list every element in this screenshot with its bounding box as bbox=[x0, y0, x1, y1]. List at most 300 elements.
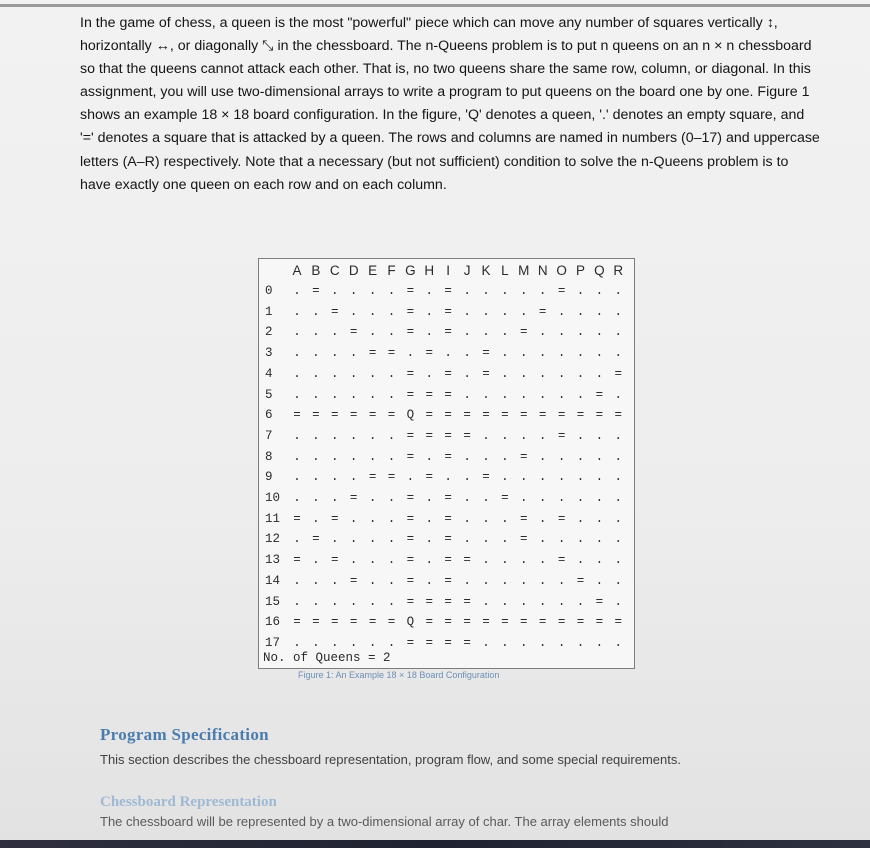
board-cell: . bbox=[312, 304, 320, 319]
board-cell: . bbox=[331, 387, 339, 402]
board-cell: . bbox=[520, 428, 528, 443]
board-cell: . bbox=[331, 573, 339, 588]
column-label: B bbox=[311, 263, 321, 278]
column-label: J bbox=[463, 263, 471, 278]
board-cell: . bbox=[538, 346, 547, 361]
board-cell: . bbox=[425, 325, 434, 340]
board-cell: . bbox=[444, 346, 452, 361]
board-cell: = bbox=[463, 615, 471, 630]
board-cell: = bbox=[406, 553, 415, 568]
board-cell: . bbox=[501, 511, 509, 526]
board-row bbox=[263, 512, 633, 532]
board-cell: = bbox=[520, 532, 528, 547]
board-cell: . bbox=[595, 346, 604, 361]
board-cell: . bbox=[538, 387, 547, 402]
board-cell: = bbox=[425, 635, 434, 650]
board-cell: = bbox=[425, 594, 434, 609]
board-cell: . bbox=[425, 532, 434, 547]
board-cell: = bbox=[406, 428, 415, 443]
board-cell: = bbox=[293, 553, 301, 568]
board-cell: = bbox=[425, 346, 434, 361]
board-cell: . bbox=[614, 573, 623, 588]
board-cell: . bbox=[425, 491, 434, 505]
board-cell: = bbox=[482, 366, 490, 381]
board-cell: = bbox=[425, 428, 434, 443]
board-cell: = bbox=[595, 387, 604, 402]
board-cell: = bbox=[425, 470, 434, 485]
board-row bbox=[263, 553, 633, 573]
column-label: R bbox=[613, 263, 624, 278]
board-cell: = bbox=[349, 615, 358, 630]
board-cell: . bbox=[463, 449, 471, 464]
board-cell: . bbox=[463, 573, 471, 588]
column-label: E bbox=[368, 263, 378, 278]
board-cell: . bbox=[349, 449, 358, 464]
board-cell: . bbox=[463, 304, 471, 319]
board-cell: = bbox=[406, 449, 415, 464]
board-cell: . bbox=[463, 346, 471, 361]
board-row bbox=[263, 532, 633, 552]
board-cell: = bbox=[349, 325, 358, 340]
board-cell: . bbox=[331, 284, 339, 298]
board-cell: = bbox=[538, 615, 547, 630]
board-cell: = bbox=[444, 428, 452, 443]
board-cell: = bbox=[576, 408, 585, 423]
row-label: 1 bbox=[265, 304, 273, 319]
board-row bbox=[263, 305, 633, 325]
board-cell: . bbox=[463, 366, 471, 381]
board-row bbox=[263, 429, 633, 449]
board-cell: . bbox=[463, 284, 471, 298]
board-cell: . bbox=[557, 470, 566, 485]
board-cell: . bbox=[576, 304, 585, 319]
board-cell: = bbox=[538, 408, 547, 423]
board-cell: . bbox=[312, 635, 320, 650]
board-cell: = bbox=[576, 573, 585, 588]
board-cell: = bbox=[482, 470, 490, 485]
board-cell: = bbox=[406, 284, 415, 298]
board-cell: = bbox=[368, 408, 377, 423]
board-cell: . bbox=[520, 346, 528, 361]
board-cell: . bbox=[595, 511, 604, 526]
board-row bbox=[263, 388, 633, 408]
board-cell: . bbox=[312, 553, 320, 568]
board-cell: . bbox=[293, 304, 301, 319]
board-cell: . bbox=[557, 573, 566, 588]
board-cell: . bbox=[368, 635, 377, 650]
board-cell: . bbox=[425, 449, 434, 464]
board-figure bbox=[258, 258, 635, 669]
board-cell: = bbox=[463, 594, 471, 609]
board-cell: . bbox=[312, 594, 320, 609]
board-cell: . bbox=[557, 325, 566, 340]
monitor-bezel bbox=[0, 840, 870, 848]
board-cell: = bbox=[406, 491, 415, 505]
board-cell: . bbox=[614, 284, 623, 298]
board-cell: . bbox=[501, 284, 509, 298]
intro-paragraph bbox=[80, 12, 820, 197]
board-cell: . bbox=[538, 573, 547, 588]
board-cell: . bbox=[331, 366, 339, 381]
board-cell: . bbox=[595, 553, 604, 568]
board-cell: . bbox=[501, 449, 509, 464]
board-cell: . bbox=[387, 304, 396, 319]
board-cell: = bbox=[444, 532, 452, 547]
column-label: P bbox=[575, 263, 585, 278]
board-cell: . bbox=[557, 532, 566, 547]
board-cell: = bbox=[293, 615, 301, 630]
board-cell: . bbox=[331, 491, 339, 505]
board-cell: . bbox=[614, 594, 623, 609]
figure-caption: Figure 1: An Example 18 × 18 Board Configuration bbox=[298, 670, 500, 680]
board-cell: . bbox=[557, 449, 566, 464]
board-cell: . bbox=[406, 470, 415, 485]
board-cell: . bbox=[463, 511, 471, 526]
board-row bbox=[263, 346, 633, 366]
board-cell: = bbox=[444, 635, 452, 650]
board-cell: . bbox=[482, 532, 490, 547]
board-cell: = bbox=[406, 532, 415, 547]
board-cell: . bbox=[293, 325, 301, 340]
board-cell: . bbox=[520, 284, 528, 298]
board-cell: = bbox=[444, 594, 452, 609]
board-cell: = bbox=[368, 470, 377, 485]
row-label: 12 bbox=[265, 532, 281, 547]
row-label: 5 bbox=[265, 387, 273, 402]
board-cell: . bbox=[520, 635, 528, 650]
board-cell: . bbox=[368, 366, 377, 381]
board-cell: . bbox=[557, 346, 566, 361]
board-cell: . bbox=[614, 449, 623, 464]
board-cell: . bbox=[425, 304, 434, 319]
board-cell: . bbox=[501, 304, 509, 319]
board-cell: . bbox=[576, 491, 585, 505]
row-label: 2 bbox=[265, 325, 273, 340]
board-cell: . bbox=[538, 491, 547, 505]
board-cell: . bbox=[576, 553, 585, 568]
board-cell: = bbox=[444, 325, 452, 340]
board-cell: = bbox=[425, 408, 434, 423]
board-cell: . bbox=[331, 470, 339, 485]
board-cell: . bbox=[520, 553, 528, 568]
board-cell: = bbox=[557, 615, 566, 630]
board-cell: . bbox=[520, 387, 528, 402]
board-cell: . bbox=[387, 325, 396, 340]
board-cell: . bbox=[595, 366, 604, 381]
board-cell: = bbox=[312, 284, 320, 298]
row-label: 9 bbox=[265, 470, 273, 485]
board-cell: = bbox=[444, 304, 452, 319]
board-cell: . bbox=[557, 635, 566, 650]
board-cell: . bbox=[614, 428, 623, 443]
board-row bbox=[263, 408, 633, 428]
intro-text: In the game of chess, a queen is the most "powerful" piece which can move any number of squares vertically ↕, horizontally ↔, or diagonally ⤡ in the chessboard. The n-Queens problem is to put n queens on an n × n chessboard so that the queens cannot attack each other. That is, no two queens share the same row, column, or diagonal. In this assignment, you will use two-dimensional arrays to write a program to put queens on the board one by one. Figure 1 shows an example 18 × 18 board configuration. In the figure, 'Q' denotes a queen, '.' denotes an empty square, and '=' denotes a square that is attacked by a queen. The rows and columns are named in numbers (0–17) and uppercase letters (A–R) respectively. Note that a necessary (but not sufficient) condition to solve the n-Queens problem is to have exactly one queen on each row and on each column. bbox=[80, 15, 820, 193]
board-cell: . bbox=[538, 553, 547, 568]
board-cell: = bbox=[312, 408, 320, 423]
board-cell: . bbox=[520, 470, 528, 485]
board-cell: . bbox=[293, 449, 301, 464]
board-cell: . bbox=[387, 366, 396, 381]
board-cell: . bbox=[293, 470, 301, 485]
board-cell: = bbox=[463, 635, 471, 650]
board-cell: . bbox=[501, 387, 509, 402]
board-cell: . bbox=[538, 594, 547, 609]
board-cell: = bbox=[368, 615, 377, 630]
board-cell: . bbox=[538, 470, 547, 485]
board-cell: . bbox=[463, 491, 471, 505]
board-cell: . bbox=[331, 346, 339, 361]
board-cell: . bbox=[595, 470, 604, 485]
board-cell: . bbox=[576, 635, 585, 650]
board-cell: . bbox=[538, 635, 547, 650]
board-cell: . bbox=[576, 325, 585, 340]
board-cell: . bbox=[576, 428, 585, 443]
board-cell: . bbox=[293, 387, 301, 402]
board-cell: . bbox=[387, 594, 396, 609]
board-cell: . bbox=[293, 284, 301, 298]
board-cell: = bbox=[406, 366, 415, 381]
board-cell: . bbox=[614, 387, 623, 402]
column-label: O bbox=[556, 263, 567, 278]
board-cell: = bbox=[387, 408, 396, 423]
queen-count: No. of Queens = 2 bbox=[263, 651, 391, 665]
board-cell: = bbox=[331, 615, 339, 630]
board-cell: . bbox=[538, 284, 547, 298]
board-cell: . bbox=[387, 511, 396, 526]
board-cell: = bbox=[482, 346, 490, 361]
board-cell: = bbox=[501, 408, 509, 423]
board-row bbox=[263, 595, 633, 615]
column-label: L bbox=[501, 263, 509, 278]
board-cell: . bbox=[520, 594, 528, 609]
board-row bbox=[263, 615, 633, 635]
subsection-description: The chessboard will be represented by a two-dimensional array of char. The array elements should bbox=[100, 814, 669, 829]
board-cell: . bbox=[425, 284, 434, 298]
queen-cell: Q bbox=[406, 408, 415, 423]
column-label: I bbox=[446, 263, 451, 278]
board-cell: = bbox=[501, 491, 509, 505]
board-cell: . bbox=[595, 325, 604, 340]
board-cell: . bbox=[614, 304, 623, 319]
board-cell: . bbox=[501, 573, 509, 588]
board-cell: = bbox=[595, 408, 604, 423]
board-cell: . bbox=[312, 491, 320, 505]
board-row bbox=[263, 470, 633, 490]
board-cell: . bbox=[557, 304, 566, 319]
board-cell: . bbox=[331, 449, 339, 464]
column-label: K bbox=[481, 263, 491, 278]
column-label: D bbox=[348, 263, 359, 278]
board-cell: . bbox=[595, 284, 604, 298]
board-cell: . bbox=[614, 491, 623, 505]
board-cell: . bbox=[387, 573, 396, 588]
board-cell: = bbox=[614, 366, 623, 381]
board-cell: . bbox=[501, 346, 509, 361]
row-label: 11 bbox=[265, 511, 281, 526]
row-label: 10 bbox=[265, 491, 281, 505]
board-cell: = bbox=[312, 532, 320, 547]
board-cell: = bbox=[463, 428, 471, 443]
board-row bbox=[263, 450, 633, 470]
subsection-title: Chessboard Representation bbox=[100, 794, 277, 810]
board-cell: = bbox=[368, 346, 377, 361]
board-cell: = bbox=[349, 408, 358, 423]
board-cell: . bbox=[349, 366, 358, 381]
board-cell: . bbox=[349, 428, 358, 443]
board-cell: . bbox=[312, 470, 320, 485]
board-cell: = bbox=[520, 408, 528, 423]
board-cell: . bbox=[312, 428, 320, 443]
board-cell: = bbox=[482, 408, 490, 423]
board-cell: = bbox=[331, 408, 339, 423]
board-cell: = bbox=[331, 304, 339, 319]
board-cell: . bbox=[595, 491, 604, 505]
board-cell: . bbox=[538, 325, 547, 340]
board-cell: . bbox=[331, 325, 339, 340]
board-cell: = bbox=[444, 284, 452, 298]
row-label: 16 bbox=[265, 615, 281, 630]
board-cell: . bbox=[349, 387, 358, 402]
board-cell: = bbox=[331, 553, 339, 568]
board-row bbox=[263, 284, 633, 304]
board-cell: . bbox=[349, 594, 358, 609]
board-cell: = bbox=[387, 470, 396, 485]
board-cell: . bbox=[576, 470, 585, 485]
board-cell: . bbox=[368, 449, 377, 464]
board-cell: . bbox=[576, 387, 585, 402]
board-cell: . bbox=[444, 470, 452, 485]
board-cell: . bbox=[349, 470, 358, 485]
row-label: 17 bbox=[265, 635, 281, 650]
column-label: F bbox=[387, 263, 396, 278]
board-cell: = bbox=[520, 615, 528, 630]
board-cell: = bbox=[614, 615, 623, 630]
board-cell: . bbox=[614, 346, 623, 361]
board-cell: = bbox=[425, 387, 434, 402]
board-cell: . bbox=[387, 553, 396, 568]
board-cell: = bbox=[557, 511, 566, 526]
board-cell: = bbox=[349, 491, 358, 505]
column-label: M bbox=[518, 263, 530, 278]
board-cell: . bbox=[293, 573, 301, 588]
board-cell: . bbox=[482, 594, 490, 609]
board-cell: . bbox=[482, 511, 490, 526]
board-cell: . bbox=[482, 573, 490, 588]
board-cell: = bbox=[595, 594, 604, 609]
board-cell: . bbox=[482, 284, 490, 298]
board-cell: . bbox=[482, 304, 490, 319]
board-cell: . bbox=[501, 532, 509, 547]
row-label: 7 bbox=[265, 428, 273, 443]
board-cell: = bbox=[406, 573, 415, 588]
board-cell: . bbox=[482, 449, 490, 464]
board-cell: = bbox=[576, 615, 585, 630]
board-cell: . bbox=[293, 428, 301, 443]
board-cell: . bbox=[576, 511, 585, 526]
board-cell: = bbox=[520, 511, 528, 526]
board-cell: . bbox=[538, 428, 547, 443]
board-cell: . bbox=[482, 491, 490, 505]
board-cell: . bbox=[368, 428, 377, 443]
board-cell: = bbox=[312, 615, 320, 630]
board-cell: = bbox=[557, 428, 566, 443]
board-cell: . bbox=[293, 346, 301, 361]
column-label: N bbox=[537, 263, 548, 278]
board-cell: . bbox=[576, 449, 585, 464]
section-title: Program Specification bbox=[100, 725, 269, 744]
board-cell: = bbox=[406, 304, 415, 319]
board-cell: . bbox=[349, 346, 358, 361]
board-cell: = bbox=[444, 449, 452, 464]
board-cell: = bbox=[463, 408, 471, 423]
board-cell: . bbox=[614, 470, 623, 485]
board-cell: . bbox=[614, 553, 623, 568]
board-cell: . bbox=[331, 594, 339, 609]
board-cell: . bbox=[312, 387, 320, 402]
board-cell: . bbox=[349, 511, 358, 526]
board-cell: . bbox=[538, 449, 547, 464]
column-label: G bbox=[405, 263, 416, 278]
board-cell: = bbox=[614, 408, 623, 423]
board-cell: . bbox=[576, 366, 585, 381]
board-cell: . bbox=[331, 428, 339, 443]
board-cell: = bbox=[406, 325, 415, 340]
board-cell: = bbox=[406, 511, 415, 526]
board-cell: = bbox=[444, 491, 452, 505]
board-cell: . bbox=[501, 470, 509, 485]
board-cell: . bbox=[463, 325, 471, 340]
board-cell: = bbox=[406, 387, 415, 402]
board-cell: . bbox=[520, 491, 528, 505]
board-cell: . bbox=[576, 594, 585, 609]
board-cell: . bbox=[368, 284, 377, 298]
board-cell: . bbox=[482, 553, 490, 568]
board-cell: . bbox=[368, 491, 377, 505]
column-label: Q bbox=[594, 263, 605, 278]
board-cell: = bbox=[331, 511, 339, 526]
board-row bbox=[263, 367, 633, 387]
top-divider bbox=[0, 4, 870, 7]
queen-cell: Q bbox=[406, 615, 415, 630]
board-cell: . bbox=[387, 284, 396, 298]
board-cell: = bbox=[444, 573, 452, 588]
board-cell: = bbox=[520, 325, 528, 340]
board-cell: . bbox=[312, 325, 320, 340]
board-cell: . bbox=[387, 387, 396, 402]
board-cell: . bbox=[501, 325, 509, 340]
board-cell: = bbox=[520, 449, 528, 464]
board-cell: . bbox=[501, 428, 509, 443]
board-cell: = bbox=[482, 615, 490, 630]
board-cell: = bbox=[406, 594, 415, 609]
board-cell: . bbox=[501, 594, 509, 609]
board-cell: . bbox=[293, 366, 301, 381]
board-cell: . bbox=[482, 635, 490, 650]
board-cell: . bbox=[463, 532, 471, 547]
board-cell: . bbox=[368, 325, 377, 340]
board-cell: = bbox=[444, 366, 452, 381]
board-cell: . bbox=[520, 573, 528, 588]
board-cell: . bbox=[614, 635, 623, 650]
row-label: 14 bbox=[265, 573, 281, 588]
board-cell: . bbox=[312, 366, 320, 381]
board-cell: = bbox=[387, 615, 396, 630]
board-cell: . bbox=[595, 428, 604, 443]
board-cell: . bbox=[501, 553, 509, 568]
board-row bbox=[263, 325, 633, 345]
board-cell: . bbox=[520, 304, 528, 319]
board-cell: . bbox=[614, 325, 623, 340]
